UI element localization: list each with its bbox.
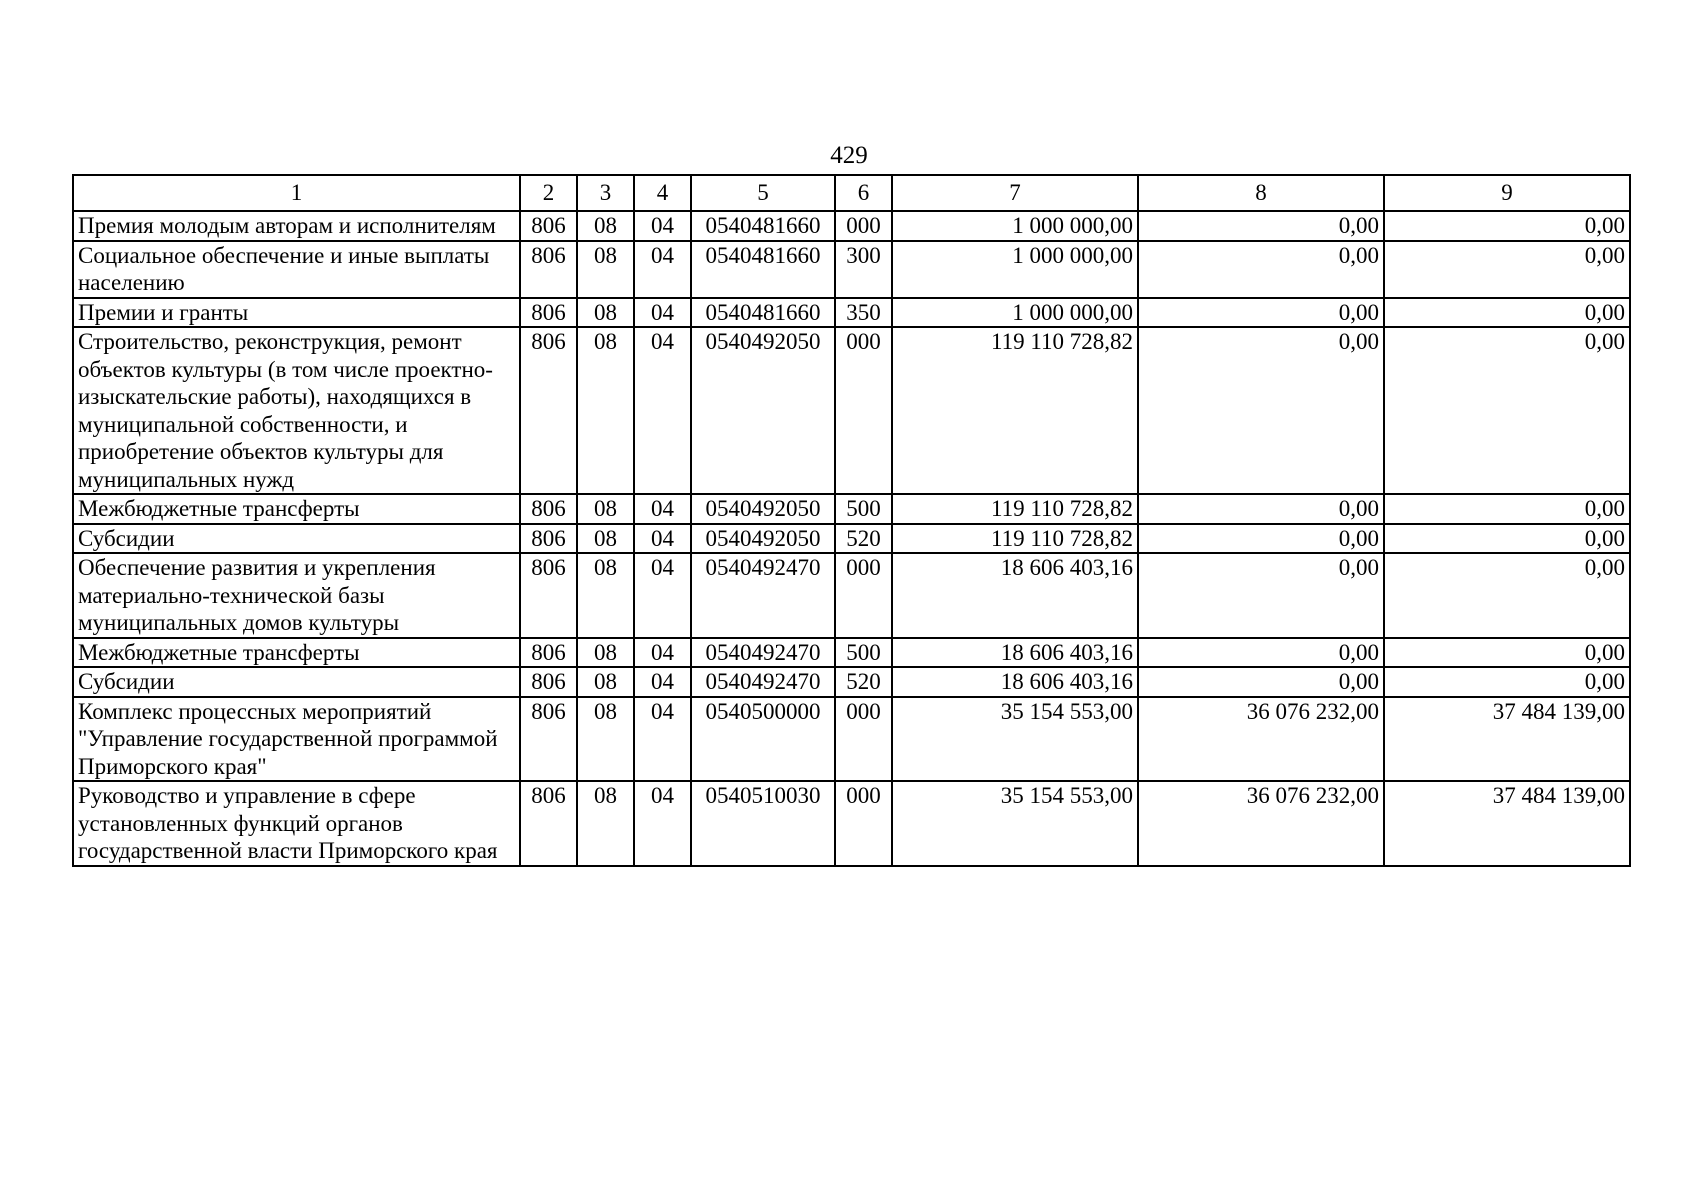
code-col-4: 04 — [634, 553, 691, 638]
row-name: Руководство и управление в сфере установленных функций органов государственной власти Приморского края — [73, 781, 520, 866]
amount-col-9: 0,00 — [1384, 553, 1630, 638]
amount-col-9: 0,00 — [1384, 638, 1630, 668]
amount-col-9: 0,00 — [1384, 524, 1630, 554]
code-col-5: 0540481660 — [691, 211, 835, 241]
code-col-2: 806 — [520, 241, 577, 298]
code-col-2: 806 — [520, 638, 577, 668]
code-col-2: 806 — [520, 553, 577, 638]
code-col-5: 0540492050 — [691, 494, 835, 524]
amount-col-8: 0,00 — [1138, 327, 1384, 494]
amount-col-7: 18 606 403,16 — [892, 667, 1138, 697]
amount-col-9: 37 484 139,00 — [1384, 697, 1630, 782]
code-col-2: 806 — [520, 298, 577, 328]
code-col-3: 08 — [577, 524, 634, 554]
code-col-6: 500 — [835, 494, 892, 524]
code-col-3: 08 — [577, 298, 634, 328]
code-col-2: 806 — [520, 494, 577, 524]
header-col-5: 5 — [691, 175, 835, 211]
code-col-6: 520 — [835, 524, 892, 554]
table-row — [73, 494, 1630, 524]
code-col-6: 300 — [835, 241, 892, 298]
code-col-5: 0540492050 — [691, 524, 835, 554]
header-col-6: 6 — [835, 175, 892, 211]
code-col-4: 04 — [634, 494, 691, 524]
amount-col-8: 0,00 — [1138, 494, 1384, 524]
row-name: Строительство, реконструкция, ремонт объектов культуры (в том числе проектно-изыскательские работы), находящихся в муниципальной собственности, и приобретение объектов культуры для муниципальных нужд — [73, 327, 520, 494]
header-col-9: 9 — [1384, 175, 1630, 211]
table-body — [73, 211, 1630, 866]
amount-col-8: 0,00 — [1138, 553, 1384, 638]
code-col-3: 08 — [577, 781, 634, 866]
code-col-4: 04 — [634, 638, 691, 668]
table-row — [73, 781, 1630, 866]
amount-col-9: 0,00 — [1384, 494, 1630, 524]
table-row — [73, 298, 1630, 328]
code-col-5: 0540492470 — [691, 553, 835, 638]
code-col-5: 0540510030 — [691, 781, 835, 866]
code-col-3: 08 — [577, 327, 634, 494]
code-col-4: 04 — [634, 781, 691, 866]
amount-col-8: 0,00 — [1138, 667, 1384, 697]
amount-col-7: 18 606 403,16 — [892, 553, 1138, 638]
amount-col-7: 18 606 403,16 — [892, 638, 1138, 668]
code-col-6: 000 — [835, 553, 892, 638]
amount-col-7: 119 110 728,82 — [892, 494, 1138, 524]
code-col-3: 08 — [577, 553, 634, 638]
amount-col-9: 0,00 — [1384, 211, 1630, 241]
amount-col-8: 36 076 232,00 — [1138, 697, 1384, 782]
table-header — [73, 175, 1630, 211]
table-row — [73, 553, 1630, 638]
code-col-2: 806 — [520, 667, 577, 697]
code-col-6: 000 — [835, 697, 892, 782]
code-col-5: 0540492470 — [691, 638, 835, 668]
code-col-2: 806 — [520, 524, 577, 554]
code-col-4: 04 — [634, 241, 691, 298]
header-col-1: 1 — [73, 175, 520, 211]
amount-col-9: 0,00 — [1384, 241, 1630, 298]
header-col-4: 4 — [634, 175, 691, 211]
amount-col-7: 1 000 000,00 — [892, 298, 1138, 328]
code-col-2: 806 — [520, 697, 577, 782]
code-col-2: 806 — [520, 211, 577, 241]
row-name: Социальное обеспечение и иные выплаты населению — [73, 241, 520, 298]
amount-col-9: 0,00 — [1384, 298, 1630, 328]
code-col-5: 0540492050 — [691, 327, 835, 494]
code-col-2: 806 — [520, 327, 577, 494]
amount-col-7: 119 110 728,82 — [892, 327, 1138, 494]
code-col-4: 04 — [634, 211, 691, 241]
header-col-3: 3 — [577, 175, 634, 211]
code-col-4: 04 — [634, 298, 691, 328]
code-col-3: 08 — [577, 697, 634, 782]
amount-col-8: 0,00 — [1138, 211, 1384, 241]
table-row — [73, 524, 1630, 554]
code-col-2: 806 — [520, 781, 577, 866]
code-col-6: 500 — [835, 638, 892, 668]
table-row — [73, 327, 1630, 494]
code-col-3: 08 — [577, 241, 634, 298]
page-number: 429 — [830, 142, 868, 169]
amount-col-7: 1 000 000,00 — [892, 211, 1138, 241]
code-col-5: 0540500000 — [691, 697, 835, 782]
amount-col-9: 0,00 — [1384, 667, 1630, 697]
code-col-3: 08 — [577, 494, 634, 524]
row-name: Комплекс процессных мероприятий "Управление государственной программой Приморского края" — [73, 697, 520, 782]
amount-col-8: 0,00 — [1138, 638, 1384, 668]
table-row — [73, 667, 1630, 697]
amount-col-9: 37 484 139,00 — [1384, 781, 1630, 866]
header-col-8: 8 — [1138, 175, 1384, 211]
code-col-4: 04 — [634, 667, 691, 697]
amount-col-7: 119 110 728,82 — [892, 524, 1138, 554]
code-col-4: 04 — [634, 524, 691, 554]
row-name: Субсидии — [73, 667, 520, 697]
table-row — [73, 697, 1630, 782]
code-col-3: 08 — [577, 638, 634, 668]
table-row — [73, 638, 1630, 668]
budget-table — [72, 174, 1631, 867]
table-row — [73, 241, 1630, 298]
amount-col-7: 35 154 553,00 — [892, 781, 1138, 866]
row-name: Обеспечение развития и укрепления материально-технической базы муниципальных домов культуры — [73, 553, 520, 638]
code-col-6: 350 — [835, 298, 892, 328]
code-col-6: 520 — [835, 667, 892, 697]
row-name: Межбюджетные трансферты — [73, 638, 520, 668]
code-col-3: 08 — [577, 667, 634, 697]
code-col-5: 0540481660 — [691, 241, 835, 298]
row-name: Премия молодым авторам и исполнителям — [73, 211, 520, 241]
amount-col-8: 0,00 — [1138, 241, 1384, 298]
code-col-4: 04 — [634, 327, 691, 494]
code-col-5: 0540492470 — [691, 667, 835, 697]
code-col-5: 0540481660 — [691, 298, 835, 328]
amount-col-8: 0,00 — [1138, 524, 1384, 554]
header-row — [73, 175, 1630, 211]
amount-col-9: 0,00 — [1384, 327, 1630, 494]
code-col-6: 000 — [835, 327, 892, 494]
code-col-3: 08 — [577, 211, 634, 241]
row-name: Субсидии — [73, 524, 520, 554]
amount-col-8: 0,00 — [1138, 298, 1384, 328]
row-name: Межбюджетные трансферты — [73, 494, 520, 524]
row-name: Премии и гранты — [73, 298, 520, 328]
header-col-2: 2 — [520, 175, 577, 211]
code-col-4: 04 — [634, 697, 691, 782]
amount-col-8: 36 076 232,00 — [1138, 781, 1384, 866]
code-col-6: 000 — [835, 781, 892, 866]
code-col-6: 000 — [835, 211, 892, 241]
amount-col-7: 35 154 553,00 — [892, 697, 1138, 782]
table-row — [73, 211, 1630, 241]
header-col-7: 7 — [892, 175, 1138, 211]
amount-col-7: 1 000 000,00 — [892, 241, 1138, 298]
